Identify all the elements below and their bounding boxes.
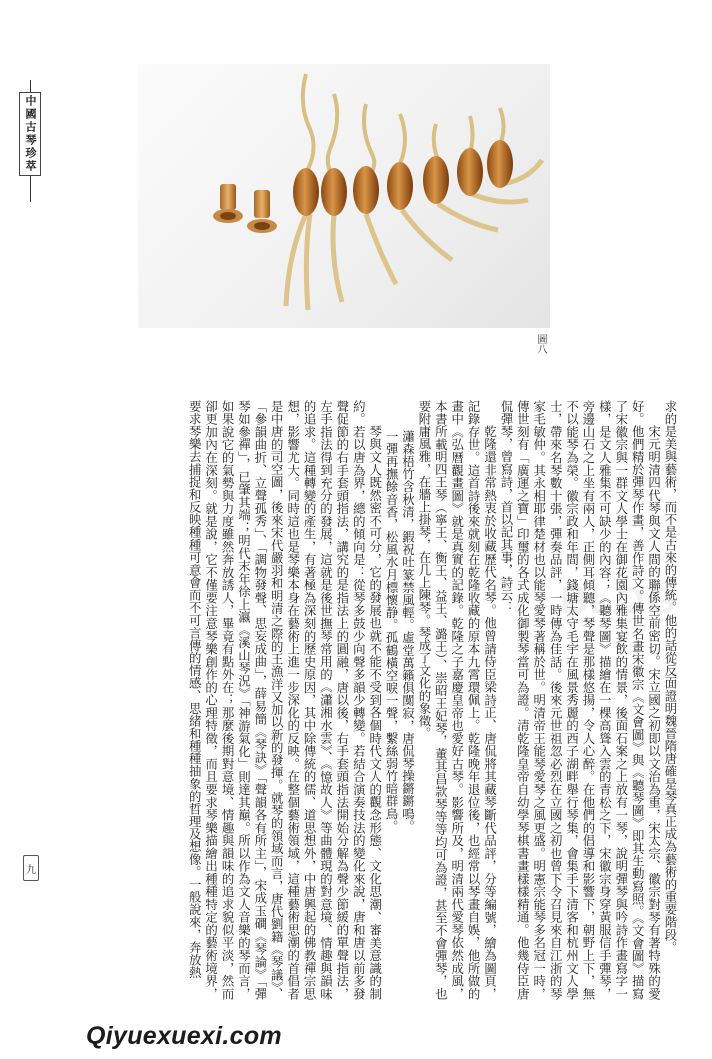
loose-peg — [213, 184, 243, 223]
tassel-peg — [286, 74, 319, 310]
site-watermark: Qiyuexuexi.com — [86, 1022, 282, 1050]
tassel-peg — [321, 94, 347, 302]
tassel-pegs-illustration — [138, 64, 550, 328]
tassel-peg — [487, 108, 542, 188]
poem-line: 瀟森梧竹含秋清，鍜祝吐篆禁風輕。虛堂萬籟俱闃寂，唐侃琴操鏘鏘鳴。 — [400, 429, 416, 833]
background-watermark: BLOG — [560, 580, 678, 622]
side-rule — [30, 80, 31, 92]
paragraph: 求的是美與藝術，而不是古來的傳統。他的話從反面證明魏晉隋唐確是琴真正成為藝術的重要階段。 — [663, 400, 678, 954]
loose-peg — [247, 190, 277, 233]
side-book-title: 中國古琴珍萃 — [19, 92, 41, 176]
poem-line: 一彈再撫餘音香，松風水月標懷静。孤鶴橫空唳一聲，繫絲弱竹暗群鳥。 — [384, 429, 400, 833]
guqin-accessories-photo — [138, 64, 550, 328]
paragraph: 琴與文人既然密不可分，它的發展也就不能不受到各個時代文人的觀念形態、文化思潮、審美意識的制約。若以唐為界，總的傾向是：從琴多鼓少向聲多韻少轉變。若結合演奏技法的變化來說，唐和唐以前多發聲促節的右手套頭指法，講究的是指法上的圓融，唐以後，右手套頭指法開始分解為聲少節緩的單聲指法，左手指法得到充分的發展，這就是後世撫琴常用的《瀟湘水雲》、《憶故人》等曲體現的對意境、情趣與韻味的追求。這種轉變的產生，有著極為深刻的歷史原因，其中除傳統的儒、道思想外，中唐興起的佛教禪宗思想，影響尤大。同時這也是琴樂本身在藝術上進一步深化的反映。在整個藝術領域，這種藝術思潮的首倡者是中唐的司空圖，後來宋代嚴羽和明清之際的王漁洋又加以新的發揮。就琴的領域而言，唐代劉籍《琴議》、「參韻曲折、立聲孤秀」、「調物發聲、思妄成曲」，薛易簡《琴訣》「聲韻各有所主」，宋成玉磵《琴論》「彈琴如參禪」，已肇其端；明代末年徐上瀛《溪山琴況》「神游氣化」則達其巔。所以作為文人音樂的琴而言，如果說它的氣勢與力度雖然奔放誘人，畢竟有點外在；那麼後期對意境、情趣與韻味的追求貌似平淡，然而卻更加內在深刻。就是說，它不僅要注意琴樂創作的心理特徵，而且要求琴樂描繪出種種特定的藝術境界，要求琴樂去捕捉和反映種種可意會而不可言傳的情感、思緒和種種抽象的哲理及想像。一般說來，奔放熱 — [187, 400, 383, 1000]
paragraph: 乾隆還非常熱衷於收藏歷代名琴。他曾請侍臣梁詩正、唐侃將其藏琴斷代品評，分等編號，繪為圖頁，記錄存世。這首詩後來就刻在乾隆收藏的原本九霄環佩上。乾隆晚年退位後，也經常以琴畫自娛，他所做的畫中《弘曆觀畫圖》就是真實的記錄。乾隆之子嘉慶皇帝也愛好古琴。影響所及，明清兩代愛琴依然成風，本書所載明四王琴（寧王、衡王、益王、潞王）、崇昭王妃琴，董其昌款琴等等均可為證，甚至不會彈琴，也要附庸風雅，在牆上掛琴，在几上陳琴。琴成了文化的象徵。 — [416, 400, 498, 1000]
figure-caption: 圖八 — [535, 334, 546, 354]
body-text — [60, 400, 678, 1000]
paragraph: 宋元明清四代琴與文人間的聯係空前密切。宋立國之初即以文治為重，宋太宗、徽宗對琴有著特殊的愛好。他們精於彈琴作畫，善作詩文。傳世名畫宋徽宗《文會圖》與《聽琴圖》即其生動寫照。《文會圖》描寫了宋徽宗與一群文人學士在御花園內雅集宴飲的情景，後面石案之上放有一琴，說明彈琴與吟詩作畫寫字一樣，是文人雅集不可缺少的內容；《聽琴圖》描繪在一棵高聳入雲的青松之下，宋徽宗身穿黃服信手彈琴，旁邊山石之上坐有兩人，正側耳傾聽，琴聲是那樣悠揚，令人心醉。在他們的倡導和影響下，朝野上下，無不以能琴為榮。徽宗政和年間，錢塘太守毛宇在風景秀麗的西子湖畔舉行琴集，會集手下清客和杭州文人學士，帶來名琴數十張，彈奏品評，一時傳為佳話。後來元世祖忽必烈在立國之初也曾下令召見來自江浙的琴家毛敏仲。其永相耶律楚材也以能琴愛琴著稱於世。明清帝王能琴愛琴之風更盛。明憲宗能琴多名冠一時，傳世刻有「廣運之寶」印璽的各式成化御製琴當可為證。清乾隆皇帝自幼學琴棋書畫樣樣精通。他幾侍臣唐侃彈琴，曾寫詩，首以記其事，詩云： — [498, 400, 662, 1000]
side-rule — [30, 176, 31, 202]
page-number: 九 — [23, 855, 39, 881]
